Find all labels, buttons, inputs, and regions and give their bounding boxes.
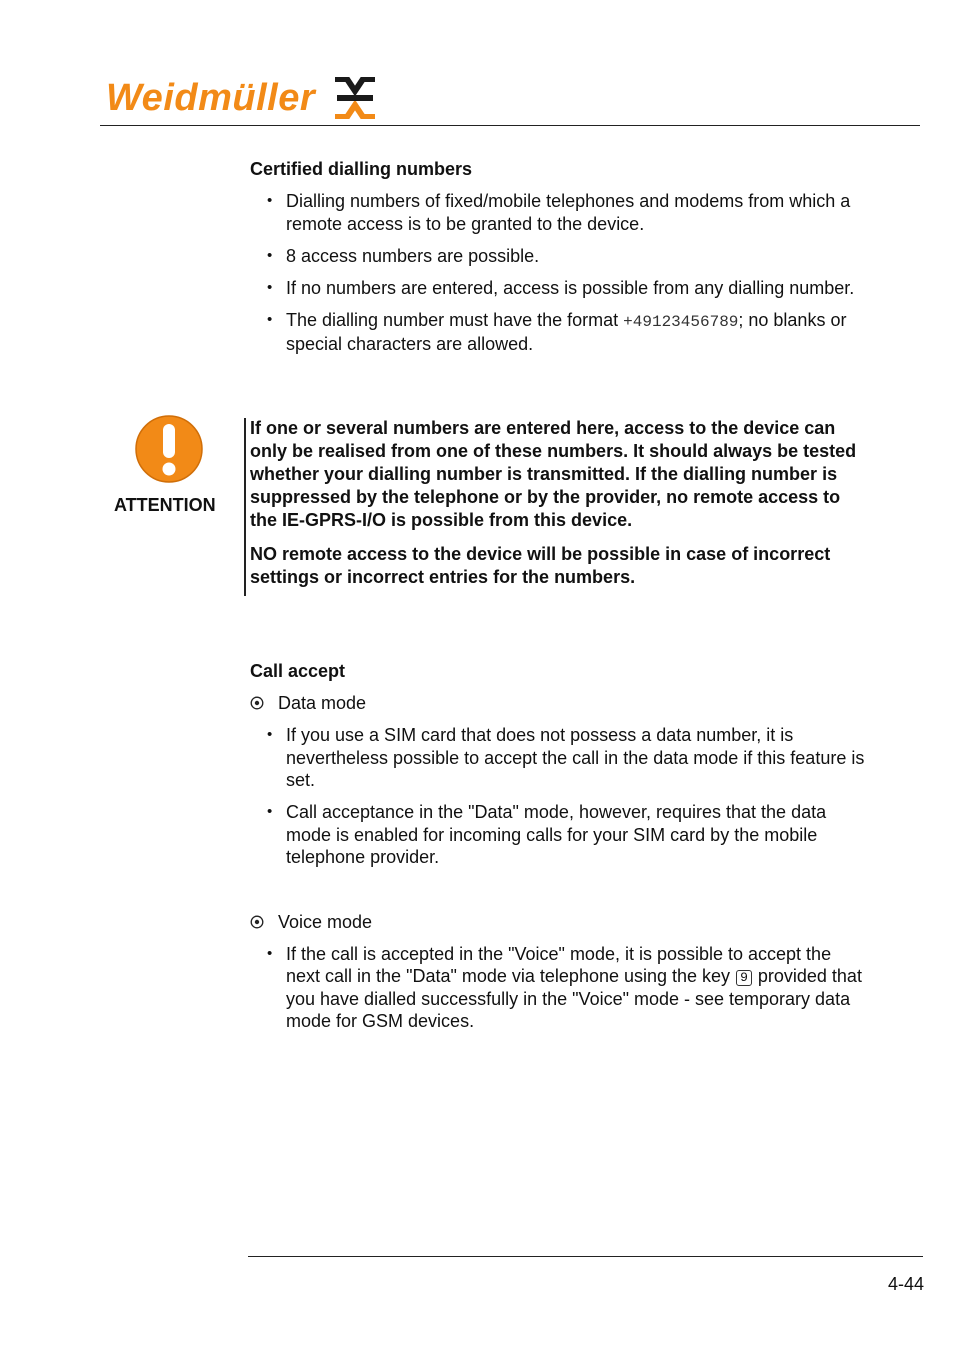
radio-selected-icon (250, 915, 264, 929)
list-item: • Call acceptance in the "Data" mode, however, requires that the data mode is enabled for incoming calls for your SIM card by the mobile telephone provider. (250, 801, 870, 869)
section-heading: Certified dialling numbers (250, 159, 473, 179)
list-item (250, 309, 870, 356)
attention-paragraph: NO remote access to the device will be possible in case of incorrect settings or incorrect entries for the numbers. (250, 544, 831, 587)
section-heading: Call accept (250, 661, 346, 681)
voice-mode-label: Voice mode (278, 911, 373, 932)
format-text-before: The dialling number must have the format (286, 309, 624, 330)
attention-label: ATTENTION (114, 495, 216, 515)
data-mode-label: Data mode (278, 693, 367, 713)
attention-paragraph: If one or several numbers are entered here, access to the device can only be realised from one of these numbers. It should always be tested whether your dialling number is transmitted. If the dialling number is suppressed by the telephone or by the provider, no remote access to the IE-GPRS-I/O is possible from this device. (250, 418, 857, 530)
attention-divider (244, 418, 246, 596)
key-9-icon: 9 (736, 970, 752, 986)
data-mode-option (250, 692, 870, 714)
list-item: • If no numbers are entered, access is possible from any dialling number. (250, 277, 870, 300)
data-mode-list (250, 724, 870, 869)
header-divider (100, 125, 920, 126)
voice-mode-list (250, 943, 870, 1033)
voice-mode-option (250, 911, 870, 933)
weidmuller-cross-icon (333, 77, 377, 119)
exclamation-circle-icon (134, 414, 204, 484)
call-accept-section (250, 660, 870, 1042)
certified-list (250, 190, 870, 356)
weidmuller-logo (106, 76, 377, 120)
list-item: • Dialling numbers of fixed/mobile telephones and modems from which a remote access is to be granted to the device. (250, 190, 870, 235)
list-item: • If you use a SIM card that does not possess a data number, it is nevertheless possible to accept the call in the data mode if this feature is set. (250, 724, 870, 792)
attention-box (100, 414, 880, 596)
footer-divider (248, 1256, 923, 1257)
list-item: • 8 access numbers are possible. (250, 245, 870, 268)
attention-text (250, 417, 870, 600)
number-format-code: +49123456789 (623, 312, 739, 331)
list-item (250, 943, 870, 1033)
logo-wordmark: Weidmüller (106, 77, 316, 119)
page-number: 4-44 (887, 1274, 924, 1294)
certified-section (250, 158, 870, 365)
format-text-after: ; no blanks or special characters are allowed. (286, 309, 847, 354)
voice-text-before: If the call is accepted in the "Voice" mode, it is possible to accept the next call in the "Data" mode via telephone using the key (286, 943, 832, 986)
radio-selected-icon (250, 696, 264, 710)
voice-text-after: provided that you have dialled successfully in the "Voice" mode - see temporary data mode for GSM devices. (286, 966, 862, 1031)
